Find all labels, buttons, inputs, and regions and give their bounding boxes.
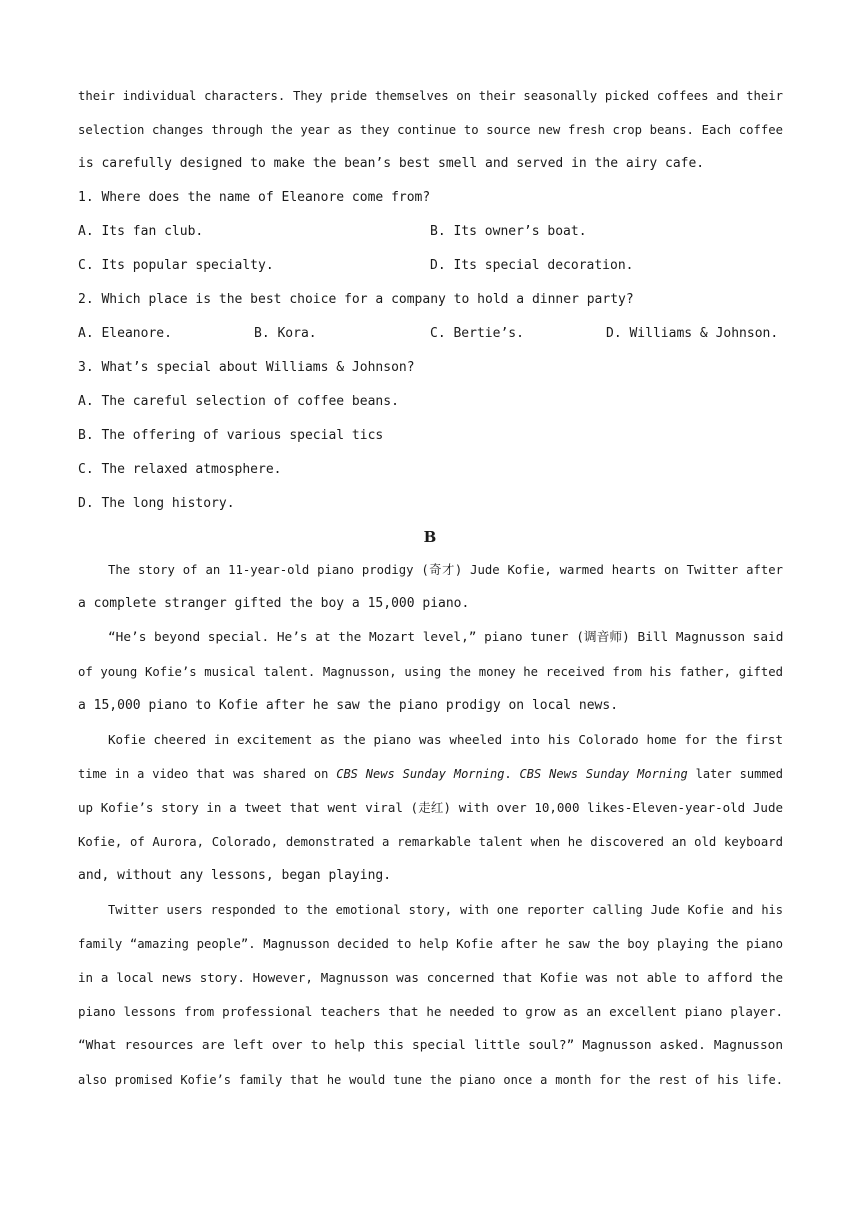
paragraph-1-line: a complete stranger gifted the boy a 15,000 piano. [78, 596, 470, 611]
question-3-stem: 3. What’s special about Williams & Johnson? [78, 360, 415, 375]
paragraph-4-line: “What resources are left over to help this special little soul?” Magnusson asked. Magnusson [78, 1038, 783, 1053]
paragraph-4-line: in a local news story. However, Magnusson was concerned that Kofie was not able to afford the [78, 970, 783, 985]
question-1-option-d: D. Its special decoration. [430, 258, 634, 273]
passage-a-line: is carefully designed to make the bean’s best smell and served in the airy cafe. [78, 156, 705, 171]
paragraph-2-line: a 15,000 piano to Kofie after he saw the piano prodigy on local news. [78, 698, 619, 713]
paragraph-4-line: family “amazing people”. Magnusson decided to help Kofie after he saw the boy playing the piano [78, 937, 783, 951]
paragraph-2-line: “He’s beyond special. He’s at the Mozart level,” piano tuner (调音师) Bill Magnusson said [108, 630, 784, 645]
question-1-option-b: B. Its owner’s boat. [430, 224, 587, 239]
show-title-italic: CBS News Sunday Morning [336, 767, 505, 781]
paragraph-4-line: also promised Kofie’s family that he would tune the piano once a month for the rest of his life. [78, 1073, 783, 1087]
question-3-option-b: B. The offering of various special tics [78, 428, 384, 443]
paragraph-3-line: up Kofie’s story in a tweet that went viral (走红) with over 10,000 likes-Eleven-year-old Jude [78, 800, 783, 815]
question-2-option-c: C. Bertie’s. [430, 326, 524, 341]
paragraph-3-line: Kofie, of Aurora, Colorado, demonstrated a remarkable talent when he discovered an old keyboard [78, 835, 783, 849]
paragraph-4-line: piano lessons from professional teachers that he needed to grow as an excellent piano player. [78, 1004, 783, 1019]
paragraph-3-line: Kofie cheered in excitement as the piano was wheeled into his Colorado home for the first [108, 732, 783, 747]
paragraph-3-text: time in a video that was shared on [78, 767, 337, 781]
question-3-option-d: D. The long history. [78, 496, 235, 511]
paragraph-2-line: of young Kofie’s musical talent. Magnusson, using the money he received from his father, gifted [78, 665, 783, 679]
section-heading: B [423, 528, 437, 546]
paragraph-3-text: . [504, 767, 520, 781]
question-1-option-a: A. Its fan club. [78, 224, 204, 239]
question-3-option-c: C. The relaxed atmosphere. [78, 462, 282, 477]
paragraph-3-text: later summed [687, 767, 783, 781]
question-2-option-b: B. Kora. [254, 326, 317, 341]
paragraph-3-line: and, without any lessons, began playing. [78, 868, 392, 883]
question-1-option-c: C. Its popular specialty. [78, 258, 274, 273]
paragraph-1-line: The story of an 11-year-old piano prodigy (奇才) Jude Kofie, warmed hearts on Twitter after [108, 563, 783, 577]
question-2-option-a: A. Eleanore. [78, 326, 172, 341]
passage-a-line: selection changes through the year as they continue to source new fresh crop beans. Each coffee [78, 123, 783, 137]
question-3-option-a: A. The careful selection of coffee beans. [78, 394, 399, 409]
paragraph-4-line: Twitter users responded to the emotional story, with one reporter calling Jude Kofie and his [108, 903, 783, 917]
question-2-option-d: D. Williams & Johnson. [606, 326, 779, 341]
question-1-stem: 1. Where does the name of Eleanore come from? [78, 190, 431, 205]
passage-a-line: their individual characters. They pride themselves on their seasonally picked coffees and their [78, 89, 783, 103]
paragraph-3-line [78, 764, 783, 784]
question-2-stem: 2. Which place is the best choice for a company to hold a dinner party? [78, 292, 634, 307]
show-title-italic: CBS News Sunday Morning [519, 767, 688, 781]
